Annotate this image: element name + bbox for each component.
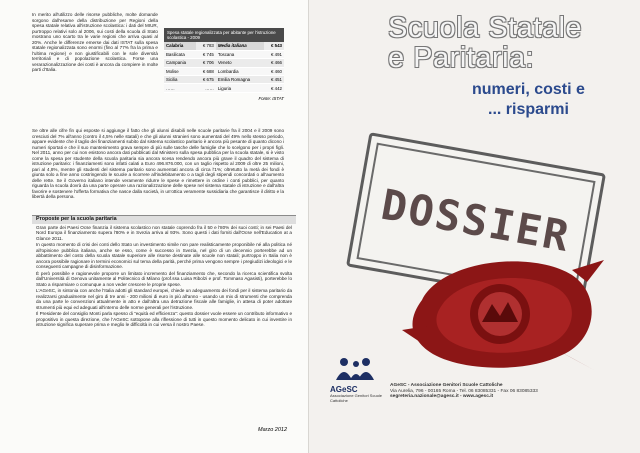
intro-text: [32, 12, 158, 73]
table-row: [164, 50, 284, 58]
table-row: [164, 59, 284, 67]
subtitle-line: ... risparmi: [488, 101, 569, 118]
table-cell-value: € 745: [196, 50, 216, 58]
address-line: segreteria.nazionale@agesc.it - www.agesc.it: [390, 394, 494, 400]
cover-title: [388, 13, 620, 73]
table-cell-value2: € 543: [264, 42, 284, 50]
table-row: [164, 42, 284, 50]
proposal-paragraph: Gran parte dei Paesi Ocse finanzia il sistema scolastico non statale coprendo fra il 50 e l'80% dei suoi costi; in sei Paesi del Nord Europa il finanziamento supera l'80% e in Svezia arriva al 93%. Sono questi i dati forniti dall'Ocse nell'Education at a Glance 2011.: [36, 224, 292, 241]
table-cell-region2: Emilia Romagna: [216, 76, 264, 84]
address-line: AGeSC - Associazione Genitori Scuole Cattoliche: [390, 383, 503, 388]
table-cell-value: € 675: [196, 76, 216, 84]
table-cell-region2: Liguria: [216, 84, 264, 92]
proposal-paragraph: Il Presidente del consiglio Monti parla spesso di "equità ed efficienza": questo dossier vuole essere un contributo informativo e propositivo in questa direzione, che l'AGeSC sottopone alla riflessione di tutti in questo momento delicato in cui investire in istruzione significa superare prima e meglio le difficoltà in cui versa il nostro Paese.: [36, 311, 292, 327]
table-cell-region2: Lombardia: [216, 67, 264, 75]
table-cell-value: € 688: [196, 67, 216, 75]
table-cell-value: € 783: [196, 42, 216, 50]
logo-subtitle: Associazione Genitori Scuole Cattoliche: [330, 393, 383, 403]
proposal-paragraph: In questo momento di crisi dei conti dello Stato un investimento simile non pare realisticamente proponibile né alla politica né all'opinione pubblica italiana, anche se esso, come è successo in Svezia, nel giro di un decennio porterebbe ad un abbattimento del costo della scuola statale superiore alle risorse destinate alle scuole non statali; purtroppo in Italia non è ancora possibile ragionare in termini economici sul tema della parità, perché prima vengono sempre i pregiudizi ideologici e le conseguenti campagne di disinformazione.: [36, 242, 292, 269]
table-cell-region: Basilicata: [164, 50, 196, 58]
table-cell-region: Molise: [164, 67, 196, 75]
table-cell-region: Calabria: [164, 42, 196, 50]
table-cell-value: € 706: [196, 59, 216, 67]
wax-seal-icon: [382, 230, 614, 380]
intro-paragraph: In merito all'utilizzo delle risorse pubbliche, molte domande sorgono dall'esame della distribuzione per Regioni della spesa statale relativa all'istruzione scolastica: i dati del MIUR, purtroppo relativi solo al 2006, sui costi della scuola di Stato mostrano uno scarto tra le varie regioni che arriva quasi al 20%. Anche le differenze emerse dai dati ISTAT sulla spesa statale regionalizzata sono enormi (fino al 77% fra la prima e l'ultima regione) e non giustificabili con le sole diversità territoriali e di popolazione scolastica. Forse una verarazionalizzazione dei costi è ancora da compiere in molte parti d'Italia.: [32, 12, 158, 72]
table-cell-region2: Veneto: [216, 59, 264, 67]
proposals-title: Proposte per la scuola paritaria: [32, 216, 296, 224]
cover-subtitle: [472, 80, 585, 120]
proposals-box: [32, 215, 296, 433]
title-line: Scuola Statale: [388, 12, 583, 44]
body-paragraph: Se oltre alle cifre fin qui esposte si aggiunge il fatto che gli alunni disabili nelle scuole paritarie fra il 2004 e il 2009 sono cresciuti del 7% all'anno (contro il 4,5% nelle statali) e che gli alunni stranieri sono aumentati del 49% nello stesso periodo, appare evidente che il taglio dei finanziamenti subito dal sistema scolastico paritario è ancora più pesante di quanto dicono i numeri riportati e che il suo mantenimento grava sempre di più sulle tasche delle famiglie che lo scelgono per i propri figli. Nel 2011, anno per cui non esistono ancora dati pubblicati dal Ministero sulla spesa pubblica per la scuola statale, si è visto come la spesa per studente della scuola paritaria sia ancora scesa rendendo ancora più grave il quadro del sistema di istruzione paritario: i finanziamenti sono infatti calati a Euro 496.876.000, con un taglio rispetto al 2009 di oltre 25 milioni, pari al 4,8%, mentre gli studenti del sistema paritario sono aumentati ancora di circa l'1%; oltretutto la metà dei fondi è giunta solo a fine anno costringendo le scuole a ricorrere all'indebitamento o a tagli degli stipendi concordati o all'aumento delle rette. Se il Governo italiano intende veramente ridurre le spese e rimettere in ordine i conti pubblici, per quanto riguarda la scuola dovrà da una parte operare una razionalizzazione delle spese nel sistema statale di istruzione e dall'altra favorire e sostenere l'offerta formativa che nasce dalla società, in un'ottica veramente sussidiaria che garantisce il diritto e la libertà della persona.: [32, 128, 284, 199]
family-logo-icon: [330, 356, 378, 382]
proposal-paragraph: L'AGeSC, in sintonia con anche l'Italia adotti gli standard europei, chiede un adeguamento dei fondi per il sistema paritario da realizzarsi gradualmente nel giro di tre anni - 200 milioni di euro in più all'anno - usando un mix di strumenti che comprenda da una parte le convenzioni attualmente in atto e dall'altra una detrazione fiscale alle famiglie, in attesa di poter adottare strumenti più equi ed adeguati all'interno delle norme generali per l'istruzione.: [36, 288, 292, 310]
table-cell-value2: € 451: [264, 76, 284, 84]
table-row: [164, 67, 284, 75]
table-cell-region2: Media italiana: [216, 42, 264, 50]
left-page: [0, 0, 308, 453]
issue-date: Marzo 2012: [258, 427, 288, 433]
publisher-address: [390, 383, 620, 400]
table-cell-region: Campania: [164, 59, 196, 67]
table-cell-region: Sicilia: [164, 76, 196, 84]
table-row: [164, 76, 284, 84]
title-line: e Paritaria:: [388, 42, 535, 74]
agesc-logo: [330, 356, 384, 403]
stamp-text: DOSSIER: [377, 179, 575, 261]
table-cell-value2: € 491: [264, 50, 284, 58]
table-cell-region: ……: [164, 84, 196, 92]
table-cell-value2: € 466: [264, 59, 284, 67]
regional-spending-table: [164, 28, 284, 101]
subtitle-line: numeri, costi e: [472, 81, 585, 98]
table-header: Spesa statale regionalizzata per abitante per l'istruzione scolastica - 2009: [164, 28, 284, 42]
proposal-paragraph: È però possibile e ragionevole proporre un limitato incremento del finanziamento che, secondo la ricerca scientifica svolta dall'Università di Genova unitamente al Politecnico di Milano (prof.ssa Luisa Ribolzi e prof. Tommaso Agasisti), porterebbe lo Stato a risparmiare o comunque a non veder crescere le proprie spese.: [36, 270, 292, 287]
address-line: Via Aurelia, 796 - 00165 Roma - Tel. 06 83085331 - Fax 06 83085333: [390, 388, 538, 394]
table-cell-value2: € 460: [264, 67, 284, 75]
table-cell-region2: Toscana: [216, 50, 264, 58]
main-body-text: [32, 128, 284, 200]
table-cell-value: ……: [196, 84, 216, 92]
table-row: [164, 84, 284, 92]
logo-text: AGeSC: [330, 385, 358, 394]
table-cell-value2: € 442: [264, 84, 284, 92]
table-source: Fonte: ISTAT: [258, 95, 284, 101]
